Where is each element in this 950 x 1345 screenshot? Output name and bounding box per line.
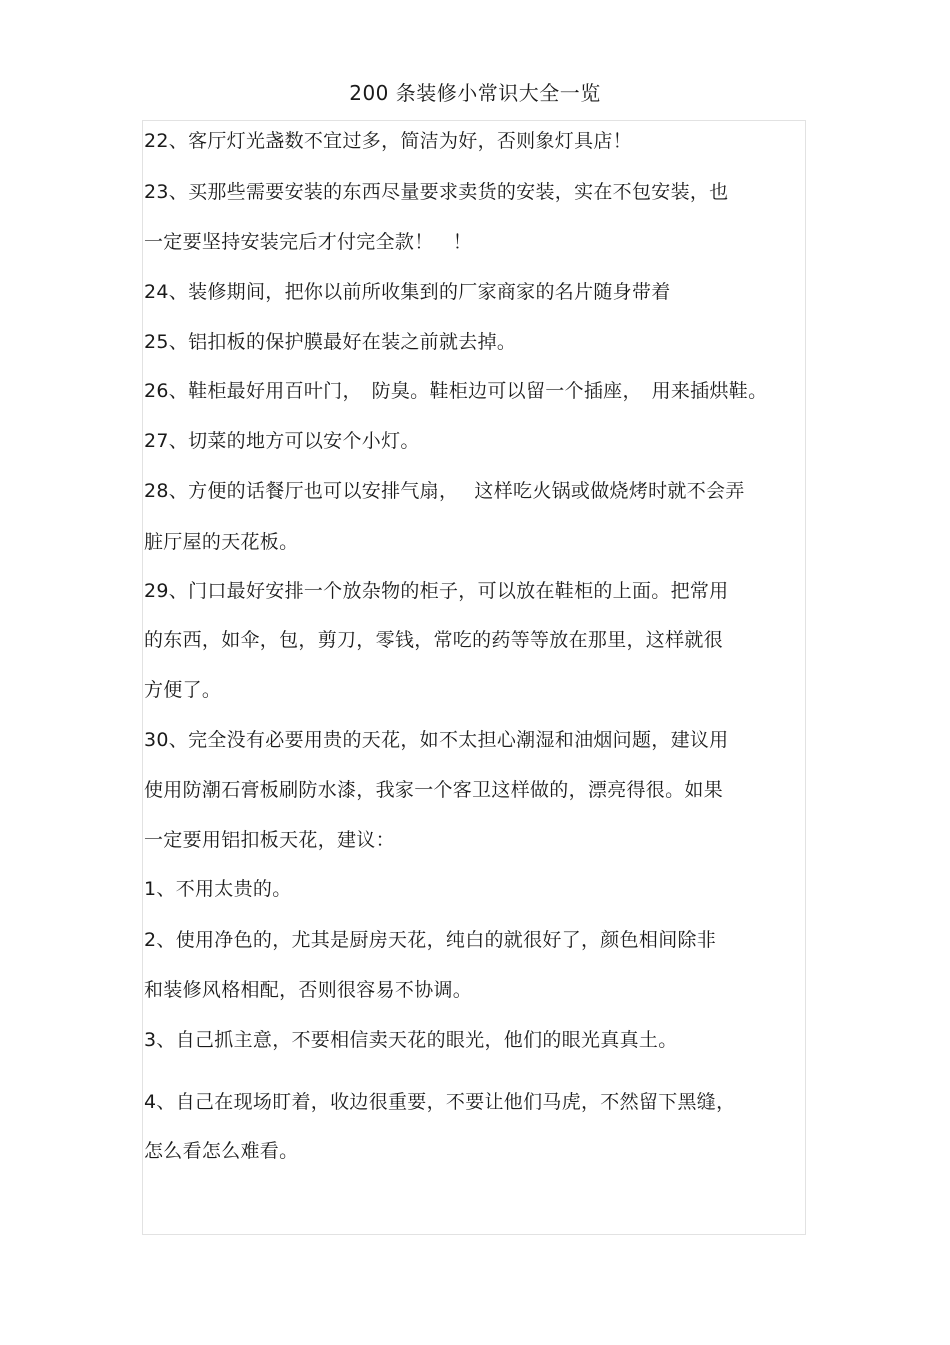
- text-line-sub-2-cont: 和装修风格相配，否则很容易不协调。: [144, 979, 473, 1001]
- text-line-30-end: 一定要用铝扣板天花，建议：: [144, 829, 395, 851]
- text-line-23-cont: 一定要坚持安装完后才付完全款！ ！: [144, 231, 473, 253]
- text-line-sub-3: 3、自己抓主意，不要相信卖天花的眼光，他们的眼光真真土。: [144, 1029, 678, 1051]
- text-line-29-cont: 的东西，如伞，包，剪刀，零钱，常吃的药等等放在那里，这样就很: [144, 629, 724, 651]
- text-line-29: 29、门口最好安排一个放杂物的柜子，可以放在鞋柜的上面。把常用: [144, 580, 729, 602]
- document-title: 200 条装修小常识大全一览: [349, 81, 601, 105]
- text-line-30: 30、完全没有必要用贵的天花，如不太担心潮湿和油烟问题，建议用: [144, 729, 729, 751]
- text-line-22: 22、客厅灯光盏数不宜过多，简洁为好，否则象灯具店！: [144, 130, 632, 152]
- text-line-25: 25、铝扣板的保护膜最好在装之前就去掉。: [144, 331, 517, 353]
- text-line-28-cont: 脏厅屋的天花板。: [144, 531, 299, 553]
- text-line-27: 27、切菜的地方可以安个小灯。: [144, 430, 420, 452]
- text-line-26: 26、鞋柜最好用百叶门， 防臭。鞋柜边可以留一个插座， 用来插烘鞋。: [144, 380, 768, 402]
- text-line-sub-4: 4、自己在现场盯着，收边很重要，不要让他们马虎，不然留下黑缝，: [144, 1091, 736, 1113]
- text-line-29-end: 方便了。: [144, 679, 222, 701]
- text-line-30-cont: 使用防潮石膏板刷防水漆，我家一个客卫这样做的，漂亮得很。如果: [144, 779, 724, 801]
- text-line-23: 23、买那些需要安装的东西尽量要求卖货的安装，实在不包安装，也: [144, 181, 729, 203]
- text-line-sub-1: 1、不用太贵的。: [144, 878, 292, 900]
- text-line-28: 28、方便的话餐厅也可以安排气扇， 这样吃火锅或做烧烤时就不会弄: [144, 480, 745, 502]
- text-line-sub-4-cont: 怎么看怎么难看。: [144, 1140, 299, 1162]
- text-line-sub-2: 2、使用净色的，尤其是厨房天花，纯白的就很好了，颜色相间除非: [144, 929, 717, 951]
- text-line-24: 24、装修期间，把你以前所收集到的厂家商家的名片随身带着: [144, 281, 671, 303]
